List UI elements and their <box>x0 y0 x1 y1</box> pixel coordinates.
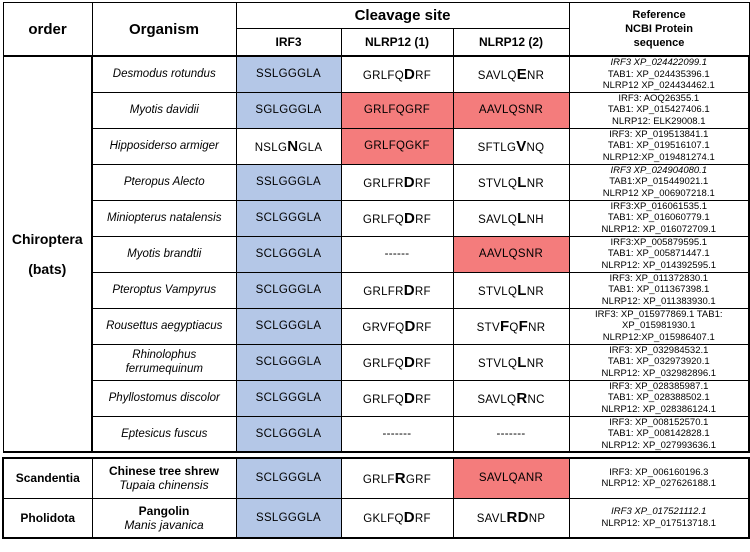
ref-line: NLRP12 XP_024434462.1 <box>602 80 715 91</box>
ref-line: NLRP12: ELK29008.1 <box>612 115 706 127</box>
header-nlrp12-1: NLRP12 (1) <box>341 29 453 57</box>
ref-line: TAB1: XP_019516107.1 <box>607 140 710 152</box>
organism-common-name: Pangolin <box>138 503 190 518</box>
nlrp12-2-site <box>453 380 569 416</box>
nlrp12-2-site: AAVLQSNR <box>453 236 569 272</box>
organism-name: Hipposiderso armiger <box>92 128 236 164</box>
ref-line: NLRP12: XP_028386124.1 <box>601 403 717 415</box>
ref-line: TAB1: XP_028388502.1 <box>607 392 710 404</box>
site-part: Q <box>509 321 519 334</box>
site-residue: D <box>403 281 415 299</box>
site-residue: D <box>404 209 416 227</box>
table-row <box>3 200 749 236</box>
site-part: RF <box>414 513 431 526</box>
header-reference <box>569 3 749 57</box>
table-row <box>3 236 749 272</box>
table-row <box>3 344 749 380</box>
reference-cell <box>569 56 749 92</box>
site-part: GRLFR <box>363 177 404 190</box>
table-row <box>3 128 749 164</box>
ref-line: TAB1:XP_015449021.1 <box>609 176 709 188</box>
site-part: RF <box>414 177 431 190</box>
organism-name: Pteroptus Vampyrus <box>92 272 236 308</box>
nlrp12-2-site <box>453 128 569 164</box>
ref-line: TAB1: XP_015427406.1 <box>607 104 710 116</box>
site-part: NR <box>526 357 544 370</box>
ref-line: IRF3: XP_019513841.1 <box>609 128 709 140</box>
ref-line: IRF3:XP_016061535.1 <box>610 200 708 212</box>
site-part: NC <box>527 393 545 406</box>
header-order: order <box>3 3 92 57</box>
ref-line: IRF3: XP_006160196.3 <box>609 466 709 478</box>
ref-line: IRF3 XP_024904080.1 <box>610 164 708 176</box>
irf3-site: SCLGGGLA <box>236 344 341 380</box>
ref-line: IRF3: AOQ26355.1 <box>618 92 700 104</box>
ref-line: IRF3: XP_011372830.1 <box>609 272 709 284</box>
site-part: RF <box>415 321 432 334</box>
site-residue: L <box>517 173 527 191</box>
site-part: GRVFQ <box>362 321 405 334</box>
site-part: NR <box>526 177 544 190</box>
site-residue: F <box>518 317 529 335</box>
organism-scientific-name: Tupaia chinensis <box>119 478 209 493</box>
nlrp12-1-site: GRLFQGRF <box>341 92 453 128</box>
site-part: STVLQ <box>478 357 518 370</box>
organism-name: Miniopterus natalensis <box>92 200 236 236</box>
nlrp12-2-site: ------- <box>453 416 569 452</box>
site-part: NSLG <box>254 141 288 154</box>
site-residue: D <box>404 65 416 83</box>
site-residue: L <box>517 281 527 299</box>
ref-line: NLRP12: XP_016072709.1 <box>601 223 717 235</box>
site-part: GLA <box>298 141 323 154</box>
ref-line: IRF3 XP_024422099.1 <box>610 57 708 68</box>
ref-line: NLRP12:XP_015986407.1 <box>602 331 715 343</box>
order-chiroptera <box>3 56 92 452</box>
ref-line: NLRP12:XP_019481274.1 <box>602 151 715 163</box>
irf3-site: SGLGGGLA <box>236 92 341 128</box>
nlrp12-1-site <box>341 458 453 498</box>
ref-line: NLRP12: XP_027626188.1 <box>601 478 717 490</box>
organism-name: Desmodus rotundus <box>92 56 236 92</box>
nlrp12-2-site: AAVLQSNR <box>453 92 569 128</box>
nlrp12-2-site <box>453 498 569 538</box>
site-part: GRLFQ <box>362 69 405 82</box>
nlrp12-1-site <box>341 344 453 380</box>
organism-name <box>92 458 236 498</box>
site-part: GRLFQ <box>362 357 405 370</box>
site-residue: D <box>403 509 415 527</box>
reference-cell <box>569 128 749 164</box>
table-row <box>3 56 749 92</box>
nlrp12-1-site: ------ <box>341 236 453 272</box>
reference-cell <box>569 344 749 380</box>
site-part: NQ <box>526 141 545 154</box>
ref-line: NLRP12 XP_006907218.1 <box>602 187 715 199</box>
site-part: SAVLQ <box>477 69 517 82</box>
order-chiroptera-line-1: Chiroptera <box>11 231 83 247</box>
organism-common-name: Chinese tree shrew <box>108 464 220 479</box>
reference-cell <box>569 416 749 452</box>
site-residue: D <box>403 173 415 191</box>
ref-line: XP_015981930.1 <box>622 320 696 332</box>
irf3-site: SCLGGGLA <box>236 380 341 416</box>
nlrp12-1-site <box>341 498 453 538</box>
header-nlrp12-2: NLRP12 (2) <box>453 29 569 57</box>
site-part: SAVLQ <box>477 393 517 406</box>
organism-name: Myotis davidii <box>92 92 236 128</box>
nlrp12-1-site <box>341 272 453 308</box>
table-row <box>3 416 749 452</box>
site-residue: RD <box>506 509 529 527</box>
ref-line: IRF3: XP_015977869.1 TAB1: <box>595 308 723 320</box>
nlrp12-2-site <box>453 272 569 308</box>
nlrp12-2-site <box>453 308 569 344</box>
nlrp12-1-site <box>341 308 453 344</box>
site-part: GRLF <box>362 473 395 486</box>
ref-line: IRF3: XP_028385987.1 <box>609 380 709 392</box>
organism-name: Rousettus aegyptiacus <box>92 308 236 344</box>
organism-name: Myotis brandtii <box>92 236 236 272</box>
site-part: RF <box>415 69 432 82</box>
nlrp12-1-site <box>341 200 453 236</box>
site-residue: R <box>394 469 406 487</box>
nlrp12-1-site: ------- <box>341 416 453 452</box>
table-row <box>3 308 749 344</box>
reference-cell <box>569 498 749 538</box>
nlrp12-1-site: GRLFQGKF <box>341 128 453 164</box>
site-residue: L <box>517 209 527 227</box>
organism-name: Phyllostomus discolor <box>92 380 236 416</box>
site-part: RF <box>415 357 432 370</box>
site-part: GRLFQ <box>362 393 405 406</box>
ref-line: IRF3:XP_005879595.1 <box>610 236 708 248</box>
table-row <box>3 380 749 416</box>
irf3-site: SCLGGGLA <box>236 458 341 498</box>
site-part: NP <box>528 513 546 526</box>
table-row <box>3 458 749 498</box>
site-residue: D <box>404 353 416 371</box>
irf3-site: SSLGGGLA <box>236 164 341 200</box>
ref-line: NLRP12: XP_011383930.1 <box>601 295 716 307</box>
site-residue: E <box>516 65 528 83</box>
nlrp12-2-site <box>453 56 569 92</box>
reference-cell <box>569 164 749 200</box>
table-row <box>3 498 749 538</box>
irf3-site: SCLGGGLA <box>236 416 341 452</box>
header-cleavage-site: Cleavage site <box>236 3 569 29</box>
site-part: RF <box>415 393 432 406</box>
header-reference-line-3: sequence <box>633 37 685 49</box>
irf3-site: SCLGGGLA <box>236 200 341 236</box>
reference-cell <box>569 308 749 344</box>
site-residue: N <box>287 137 299 155</box>
site-residue: L <box>517 353 527 371</box>
irf3-site: SSLGGGLA <box>236 56 341 92</box>
order-scandentia: Scandentia <box>3 458 92 498</box>
table-row <box>3 92 749 128</box>
organism-name <box>92 498 236 538</box>
irf3-site <box>236 128 341 164</box>
organism-name: Rhinolophus ferrumequinum <box>92 344 236 380</box>
reference-cell <box>569 92 749 128</box>
ref-line: TAB1: XP_016060779.1 <box>607 212 710 224</box>
ref-line: NLRP12: XP_017513718.1 <box>601 517 717 529</box>
site-part: RF <box>415 213 432 226</box>
ref-line: IRF3: XP_032984532.1 <box>609 344 709 356</box>
site-part: RF <box>414 285 431 298</box>
header-organism: Organism <box>92 3 236 57</box>
header-irf3: IRF3 <box>236 29 341 57</box>
nlrp12-1-site <box>341 56 453 92</box>
irf3-site: SCLGGGLA <box>236 236 341 272</box>
reference-cell <box>569 458 749 498</box>
site-residue: D <box>404 389 416 407</box>
site-part: GKLFQ <box>363 513 404 526</box>
ref-line: NLRP12: XP_014392595.1 <box>601 259 717 271</box>
nlrp12-1-site <box>341 164 453 200</box>
ref-line: NLRP12: XP_032982896.1 <box>601 367 717 379</box>
site-residue: R <box>516 389 528 407</box>
ref-line: TAB1: XP_008142828.1 <box>607 428 710 439</box>
nlrp12-2-site <box>453 344 569 380</box>
ref-line: TAB1: XP_011367398.1 <box>608 284 710 296</box>
ref-line: NLRP12: XP_027993636.1 <box>601 439 717 451</box>
nlrp12-1-site <box>341 380 453 416</box>
header-reference-line-2: NCBI Protein <box>625 23 693 35</box>
order-pholidota: Pholidota <box>3 498 92 538</box>
organism-name: Pteropus Alecto <box>92 164 236 200</box>
irf3-site: SSLGGGLA <box>236 498 341 538</box>
site-residue: V <box>516 137 527 155</box>
irf3-site: SCLGGGLA <box>236 308 341 344</box>
site-part: STVLQ <box>478 177 518 190</box>
ref-line: IRF3: XP_008152570.1 <box>609 416 709 428</box>
reference-cell <box>569 200 749 236</box>
table-row <box>3 164 749 200</box>
ref-line: TAB1: XP_024435396.1 <box>607 68 710 80</box>
site-part: GRLFQ <box>362 213 405 226</box>
site-part: NR <box>526 285 544 298</box>
site-part: NR <box>528 321 546 334</box>
nlrp12-2-site <box>453 164 569 200</box>
site-part: GRF <box>405 473 432 486</box>
reference-cell <box>569 236 749 272</box>
nlrp12-2-site: SAVLQANR <box>453 458 569 498</box>
site-part: STV <box>476 321 500 334</box>
table-row <box>3 272 749 308</box>
site-part: SFTLG <box>477 141 517 154</box>
site-part: GRLFR <box>363 285 404 298</box>
site-residue: D <box>404 317 416 335</box>
header-reference-line-1: Reference <box>632 9 686 21</box>
order-chiroptera-line-2: (bats) <box>28 261 67 277</box>
cleavage-site-table-container <box>2 2 748 550</box>
nlrp12-2-site <box>453 200 569 236</box>
site-residue: F <box>499 317 510 335</box>
organism-name: Eptesicus fuscus <box>92 416 236 452</box>
irf3-site: SCLGGGLA <box>236 272 341 308</box>
site-part: SAVLQ <box>478 213 518 226</box>
site-part: SAVL <box>476 513 507 526</box>
reference-cell <box>569 380 749 416</box>
site-part: STVLQ <box>478 285 518 298</box>
site-part: NH <box>526 213 544 226</box>
ref-line: TAB1: XP_032973920.1 <box>607 356 710 368</box>
site-part: NR <box>527 69 545 82</box>
ref-line: TAB1: XP_005871447.1 <box>607 248 710 260</box>
reference-cell <box>569 272 749 308</box>
organism-scientific-name: Manis javanica <box>124 517 204 532</box>
cleavage-site-table <box>2 2 750 539</box>
ref-line: IRF3 XP_017521112.1 <box>611 506 707 518</box>
